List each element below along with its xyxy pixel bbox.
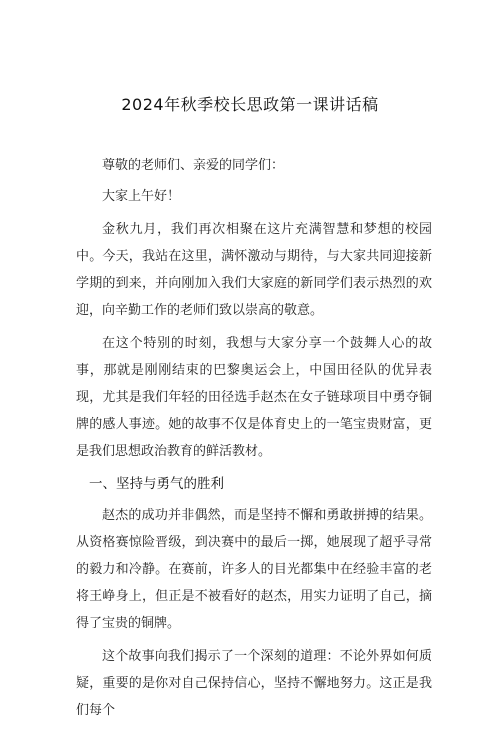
salutation: 尊敬的老师们、亲爱的同学们： <box>102 158 285 173</box>
paragraph-section1-1: 赵杰的成功并非偶然，而是坚持不懈和勇敢拼搏的结果。从资格赛惊险晋级，到决赛中的最后一掷，她展现了超乎寻常的毅力和冷静。在赛前，许多人的目光都集中在经验丰富的老将王峥身上，但正是不被看好的赵杰，用实力证明了自己，摘得了宝贵的铜牌。 <box>76 508 432 631</box>
document-title: 2024年秋季校长思政第一课讲话稿 <box>121 95 379 114</box>
paragraph-section1-2: 这个故事向我们揭示了一个深刻的道理：不论外界如何质疑，重要的是你对自己保持信心，坚持不懈地努力。这正是我们每个 <box>76 649 432 718</box>
paragraph-story: 在这个特别的时刻，我想与大家分享一个鼓舞人心的故事，那就是刚刚结束的巴黎奥运会上，中国田径队的优异表现，尤其是我们年轻的田径选手赵杰在女子链球项目中勇夺铜牌的感人事迹。她的故事不仅是体育史上的一笔宝贵财富，更是我们思想政治教育的鲜活教材。 <box>76 336 432 459</box>
document-body <box>76 152 432 730</box>
section-heading: 一、坚持与勇气的胜利 <box>89 476 224 492</box>
greeting: 大家上午好！ <box>102 189 181 204</box>
paragraph-intro: 金秋九月，我们再次相聚在这片充满智慧和梦想的校园中。今天，我站在这里，满怀激动与期待，与大家共同迎接新学期的到来，并向刚加入我们大家庭的新同学们表示热烈的欢迎，向辛勤工作的老师们致以崇高的敬意。 <box>76 222 432 318</box>
